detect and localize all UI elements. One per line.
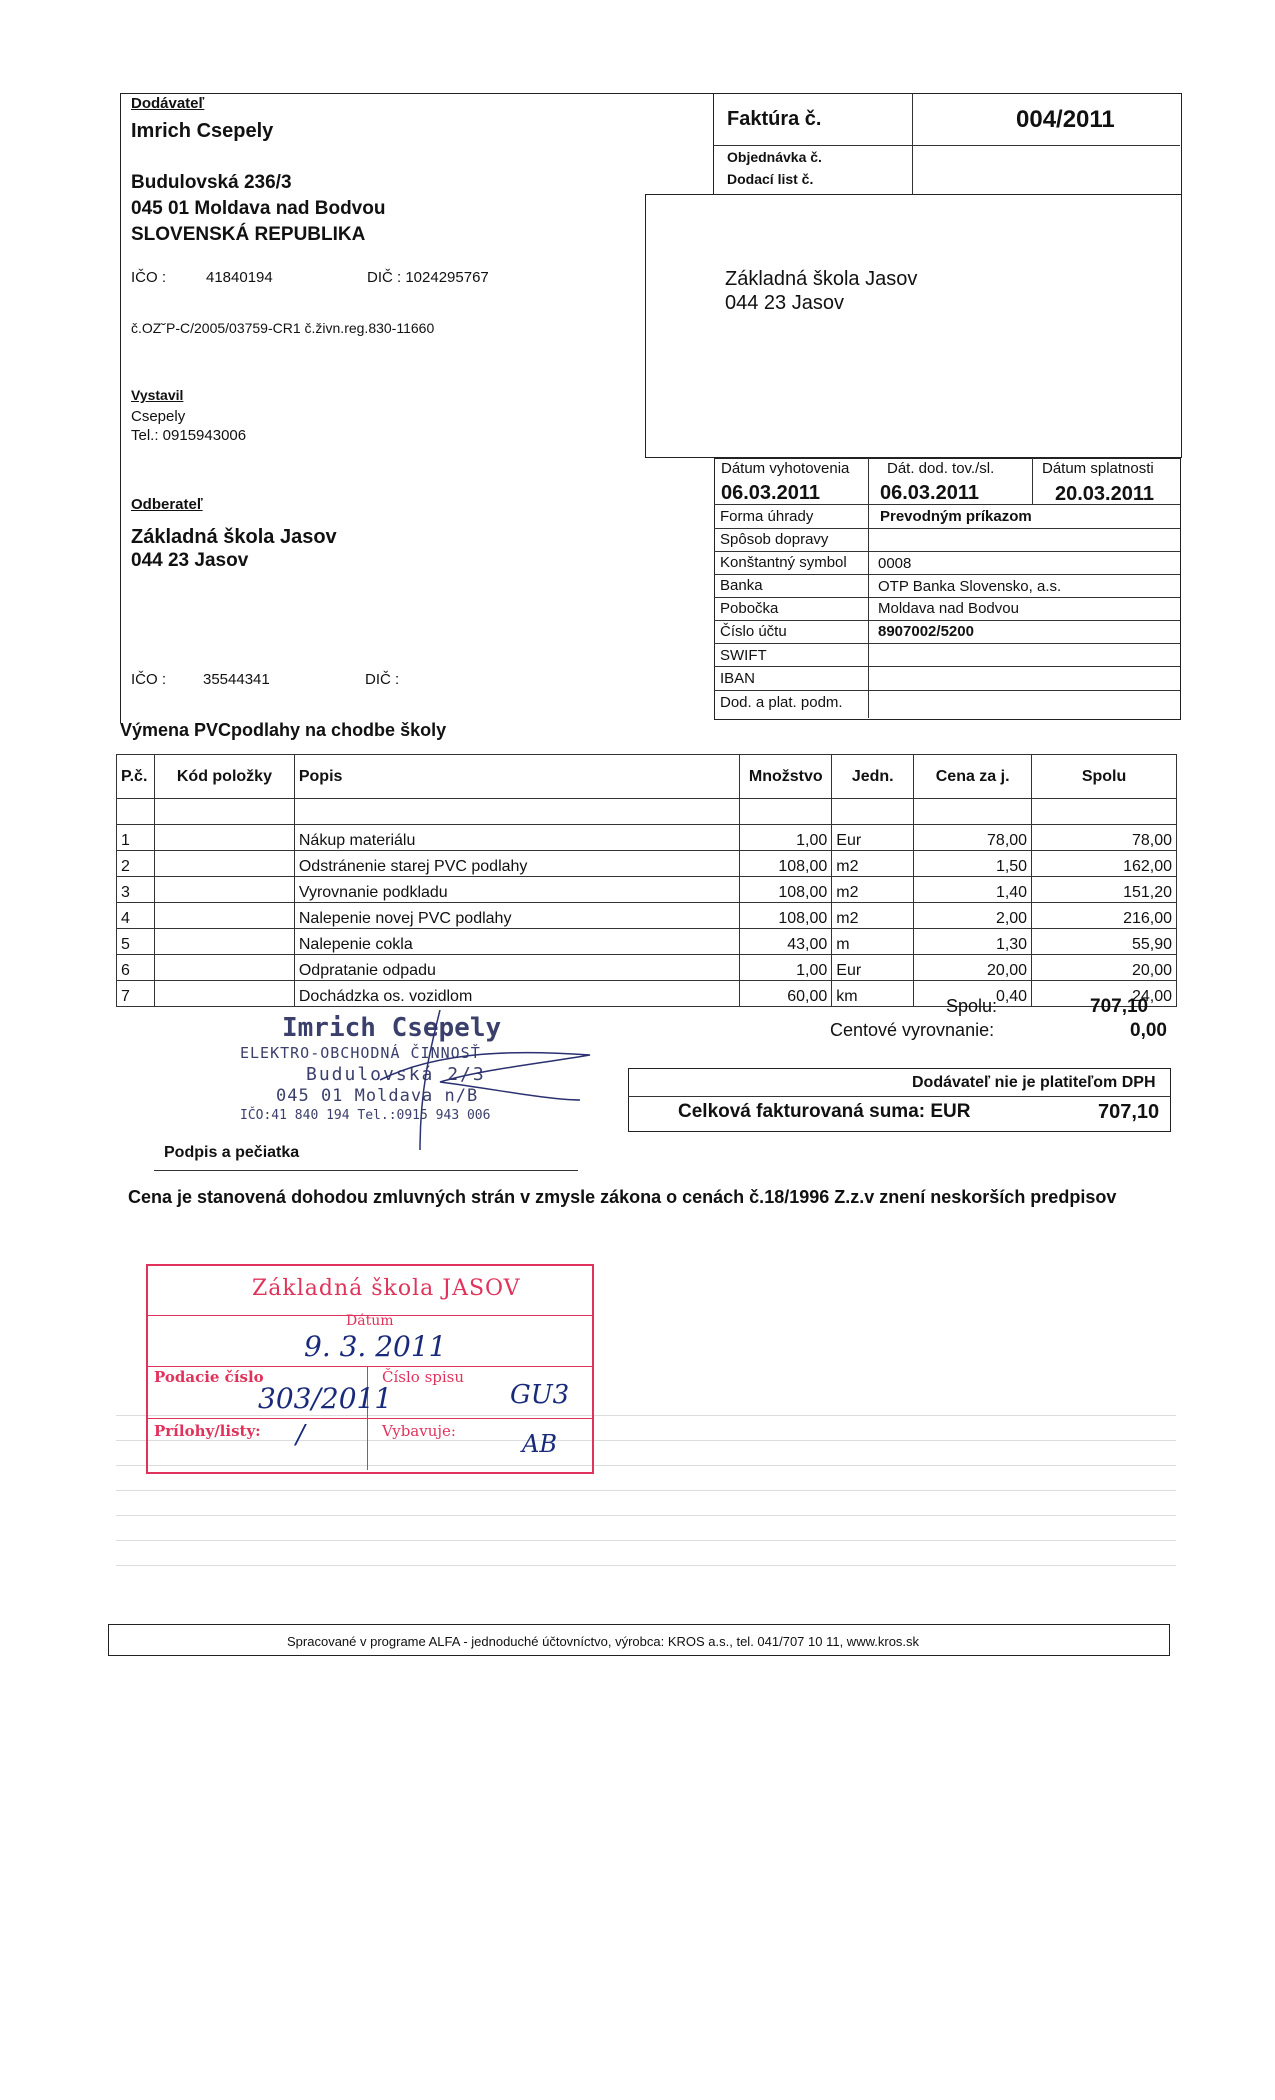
customer-dic-label: DIČ : — [365, 671, 400, 688]
table-header-row — [117, 755, 1177, 799]
cell-code — [154, 929, 294, 955]
constant-symbol: 0008 — [878, 555, 912, 572]
rounding-value: 0,00 — [1130, 1020, 1167, 1041]
invoice-title: Faktúra č. — [727, 108, 822, 130]
stamp-name: Imrich Csepely — [282, 1013, 502, 1043]
stamp-line-3: 045 01 Moldava n/B — [276, 1086, 479, 1106]
dates-divider — [1032, 458, 1033, 504]
ghost-line — [116, 1565, 1176, 1566]
cell-unit: m — [832, 929, 914, 955]
order-label: Objednávka č. — [727, 149, 822, 165]
stamp-line — [146, 1418, 592, 1419]
iban-label: IBAN — [720, 670, 756, 687]
spacer-row — [117, 799, 1177, 825]
supplier-ico: 41840194 — [206, 269, 273, 286]
due-date-label: Dátum splatnosti — [1042, 460, 1154, 477]
cell-unit: m2 — [832, 903, 914, 929]
cell-unit-price: 2,00 — [914, 903, 1032, 929]
cell-total: 151,20 — [1032, 877, 1177, 903]
signature-label: Podpis a pečiatka — [164, 1144, 300, 1161]
customer-label: Odberateľ — [131, 496, 203, 513]
cell-total: 78,00 — [1032, 825, 1177, 851]
issue-date: 06.03.2011 — [721, 482, 820, 504]
total-box-line — [628, 1096, 1171, 1097]
items-table — [116, 754, 1177, 1007]
account-number: 8907002/5200 — [878, 623, 974, 640]
footer-note: Spracované v programe ALFA - jednoduché účtovníctvo, výrobca: KROS a.s., tel. 041/707 10 11, www.kros.sk — [287, 1634, 920, 1649]
cell-description: Vyrovnanie podkladu — [294, 877, 739, 903]
invoice-number: 004/2011 — [1016, 106, 1115, 133]
delivery-date: 06.03.2011 — [880, 482, 979, 504]
delivery-note-label: Dodací list č. — [727, 171, 814, 187]
cell-unit-price: 1,30 — [914, 929, 1032, 955]
cell-quantity: 108,00 — [740, 877, 832, 903]
table-row — [117, 929, 1177, 955]
col-header-description: Popis — [294, 755, 739, 799]
customer-name: Základná škola Jasov — [131, 526, 337, 548]
grid-line — [714, 643, 1180, 644]
col-header-total: Spolu — [1032, 755, 1177, 799]
cell-code — [154, 851, 294, 877]
grid-line — [714, 620, 1180, 621]
cell-total: 24,00 — [1032, 981, 1177, 1007]
table-row — [117, 981, 1177, 1007]
col-header-code: Kód položky — [154, 755, 294, 799]
supplier-country: SLOVENSKÁ REPUBLIKA — [131, 224, 366, 245]
grid-line — [714, 597, 1180, 598]
grid-line — [714, 528, 1180, 529]
col-header-unit-price: Cena za j. — [914, 755, 1032, 799]
vat-note: Dodávateľ nie je platiteľom DPH — [912, 1074, 1156, 1091]
cell-unit-price: 1,50 — [914, 851, 1032, 877]
stamp-file-value: GU3 — [510, 1380, 570, 1410]
cell-number: 3 — [117, 877, 155, 903]
stamp-handled-label: Vybavuje: — [382, 1422, 456, 1440]
branch-value: Moldava nad Bodvou — [878, 600, 1019, 617]
cell-total: 162,00 — [1032, 851, 1177, 877]
cell-code — [154, 903, 294, 929]
stamp-reg-label: Podacie číslo — [154, 1368, 264, 1386]
bank-label: Banka — [720, 577, 763, 594]
issuer-phone: Tel.: 0915943006 — [131, 427, 247, 444]
cell-description: Dochádzka os. vozidlom — [294, 981, 739, 1007]
ghost-line — [116, 1515, 1176, 1516]
signature-mark — [380, 1010, 620, 1160]
stamp-attach-value: / — [296, 1420, 305, 1450]
legal-note: Cena je stanovená dohodou zmluvných strán v zmysle zákona o cenách č.18/1996 Z.z.v znení neskorších predpisov — [128, 1187, 1117, 1207]
cell-unit: km — [832, 981, 914, 1007]
grid-line — [714, 666, 1180, 667]
table-row — [117, 955, 1177, 981]
cell-unit-price: 1,40 — [914, 877, 1032, 903]
stamp-line — [146, 1366, 592, 1367]
supplier-registration: č.OZ˘P-C/2005/03759-CR1 č.živn.reg.830-11660 — [131, 320, 435, 336]
cell-number: 4 — [117, 903, 155, 929]
cell-code — [154, 825, 294, 851]
recipient-box — [645, 194, 1182, 458]
recipient-city: 044 23 Jasov — [725, 292, 844, 314]
stamp-line-1: ELEKTRO-OBCHODNÁ ČINNOSŤ — [240, 1044, 481, 1062]
cell-unit-price: 20,00 — [914, 955, 1032, 981]
table-row — [117, 877, 1177, 903]
cell-unit-price: 0,40 — [914, 981, 1032, 1007]
cell-unit: Eur — [832, 955, 914, 981]
supplier-dic: DIČ : 1024295767 — [367, 269, 489, 286]
invoice-header-divider — [912, 94, 913, 194]
stamp-line-2: Budulovská 2/3 — [306, 1064, 486, 1085]
ghost-line — [116, 1540, 1176, 1541]
invoice-header-line — [713, 145, 1180, 146]
sum-label: Spolu: — [946, 996, 998, 1016]
stamp-title: Základná škola JASOV — [252, 1276, 521, 1301]
col-header-number: P.č. — [117, 755, 155, 799]
cell-code — [154, 877, 294, 903]
cell-number: 5 — [117, 929, 155, 955]
branch-label: Pobočka — [720, 600, 779, 617]
customer-city: 044 23 Jasov — [131, 550, 249, 571]
supplier-street: Budulovská 236/3 — [131, 172, 292, 193]
cell-total: 20,00 — [1032, 955, 1177, 981]
grid-line — [714, 574, 1180, 575]
stamp-handled-value: AB — [522, 1430, 557, 1458]
cell-code — [154, 955, 294, 981]
payment-form-label: Forma úhrady — [720, 508, 814, 525]
cell-number: 1 — [117, 825, 155, 851]
cell-description: Nalepenie novej PVC podlahy — [294, 903, 739, 929]
due-date: 20.03.2011 — [1055, 483, 1154, 505]
recipient-name: Základná škola Jasov — [725, 268, 918, 290]
cell-unit: m2 — [832, 851, 914, 877]
cell-description: Odstránenie starej PVC podlahy — [294, 851, 739, 877]
cell-description: Odpratanie odpadu — [294, 955, 739, 981]
cell-number: 6 — [117, 955, 155, 981]
stamp-file-label: Číslo spisu — [382, 1368, 465, 1386]
col-header-quantity: Množstvo — [740, 755, 832, 799]
supplier-city: 045 01 Moldava nad Bodvou — [131, 198, 386, 219]
cell-quantity: 60,00 — [740, 981, 832, 1007]
cell-description: Nalepenie cokla — [294, 929, 739, 955]
supplier-ico-label: IČO : — [131, 269, 167, 286]
cell-quantity: 108,00 — [740, 851, 832, 877]
terms-label: Dod. a plat. podm. — [720, 694, 843, 711]
stamp-reg-value: 303/2011 — [258, 1382, 393, 1415]
cell-quantity: 1,00 — [740, 825, 832, 851]
cell-code — [154, 981, 294, 1007]
stamp-date-label: Dátum — [346, 1313, 394, 1329]
issue-date-label: Dátum vyhotovenia — [721, 460, 850, 477]
rounding-label: Centové vyrovnanie: — [830, 1020, 995, 1040]
payment-grid-divider — [868, 458, 869, 718]
supplier-name: Imrich Csepely — [131, 120, 274, 142]
invoice-subject: Výmena PVCpodlahy na chodbe školy — [120, 720, 447, 740]
table-row — [117, 825, 1177, 851]
stamp-attach-label: Prílohy/listy: — [154, 1422, 261, 1440]
cell-unit-price: 78,00 — [914, 825, 1032, 851]
account-label: Číslo účtu — [720, 623, 787, 640]
cell-number: 2 — [117, 851, 155, 877]
signature-line — [154, 1170, 578, 1171]
delivery-date-label: Dát. dod. tov./sl. — [887, 460, 995, 477]
supplier-label: Dodávateľ — [131, 95, 205, 112]
transport-label: Spôsob dopravy — [720, 531, 829, 548]
stamp-date-value: 9. 3. 2011 — [304, 1330, 447, 1363]
table-row — [117, 851, 1177, 877]
payment-form: Prevodným príkazom — [880, 508, 1032, 525]
customer-ico: 35544341 — [203, 671, 270, 688]
table-row — [117, 903, 1177, 929]
bank-name: OTP Banka Slovensko, a.s. — [878, 578, 1062, 595]
grid-line — [714, 551, 1180, 552]
cell-quantity: 1,00 — [740, 955, 832, 981]
cell-quantity: 43,00 — [740, 929, 832, 955]
grid-line — [714, 690, 1180, 691]
cell-unit: Eur — [832, 825, 914, 851]
issuer-label: Vystavil — [131, 387, 184, 403]
cell-number: 7 — [117, 981, 155, 1007]
swift-label: SWIFT — [720, 647, 767, 664]
customer-ico-label: IČO : — [131, 671, 167, 688]
stamp-line-4: IČO:41 840 194 Tel.:0915 943 006 — [240, 1108, 491, 1123]
sum-value: 707,10 — [1090, 996, 1149, 1017]
constant-symbol-label: Konštantný symbol — [720, 554, 847, 571]
cell-total: 216,00 — [1032, 903, 1177, 929]
col-header-unit: Jedn. — [832, 755, 914, 799]
grand-total-value: 707,10 — [1098, 1101, 1160, 1123]
cell-total: 55,90 — [1032, 929, 1177, 955]
issuer-name: Csepely — [131, 408, 186, 425]
grand-total-label: Celková fakturovaná suma: EUR — [678, 1101, 971, 1122]
cell-unit: m2 — [832, 877, 914, 903]
ghost-line — [116, 1490, 1176, 1491]
left-frame — [120, 93, 121, 723]
cell-description: Nákup materiálu — [294, 825, 739, 851]
cell-quantity: 108,00 — [740, 903, 832, 929]
